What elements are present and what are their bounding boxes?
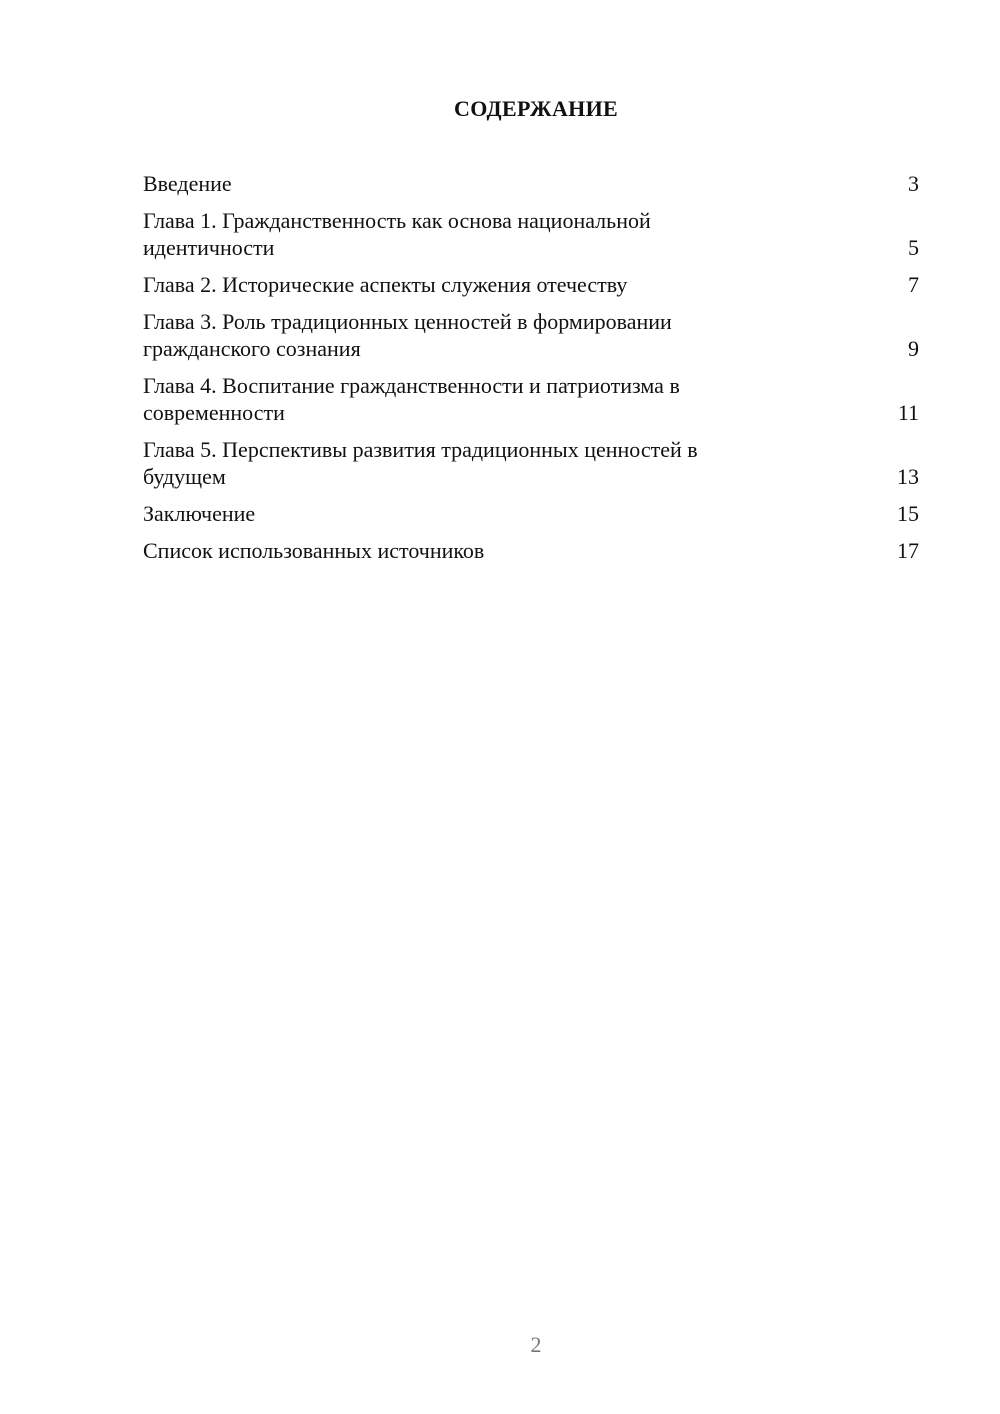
toc-entry-page: 5 xyxy=(908,235,919,260)
toc-entry-title: Глава 3. Роль традиционных ценностей в формировании гражданского сознания xyxy=(143,309,672,361)
toc-entry-title: Глава 5. Перспективы развития традиционных ценностей в будущем xyxy=(143,437,698,489)
toc-entry-chapter-3[interactable] xyxy=(143,308,919,362)
toc-entry-title: Глава 2. Исторические аспекты служения отечеству xyxy=(143,272,628,297)
toc-entry-title: Глава 4. Воспитание гражданственности и патриотизма в современности xyxy=(143,373,680,425)
toc-entry-page: 13 xyxy=(897,464,919,489)
page-title: СОДЕРЖАНИЕ xyxy=(454,96,618,121)
toc-entry-introduction[interactable] xyxy=(143,170,919,197)
toc-entry-conclusion[interactable] xyxy=(143,500,919,527)
toc-entry-page: 9 xyxy=(908,336,919,361)
toc-entry-chapter-5[interactable] xyxy=(143,436,919,490)
toc-entry-chapter-1[interactable] xyxy=(143,207,919,261)
toc-entry-title: Заключение xyxy=(143,501,256,526)
toc-entry-title: Глава 1. Гражданственность как основа национальной идентичности xyxy=(143,208,651,260)
toc-entry-chapter-2[interactable] xyxy=(143,271,919,298)
toc-entry-page: 17 xyxy=(897,538,919,563)
toc-entry-page: 7 xyxy=(908,272,919,297)
table-of-contents xyxy=(143,170,919,574)
toc-entry-page: 3 xyxy=(908,171,919,196)
page-number: 2 xyxy=(530,1332,542,1357)
toc-entry-references[interactable] xyxy=(143,537,919,564)
toc-entry-chapter-4[interactable] xyxy=(143,372,919,426)
toc-entry-title: Список использованных источников xyxy=(143,538,485,563)
toc-entry-page: 11 xyxy=(897,400,919,425)
toc-entry-title: Введение xyxy=(143,171,232,196)
toc-entry-page: 15 xyxy=(897,501,919,526)
